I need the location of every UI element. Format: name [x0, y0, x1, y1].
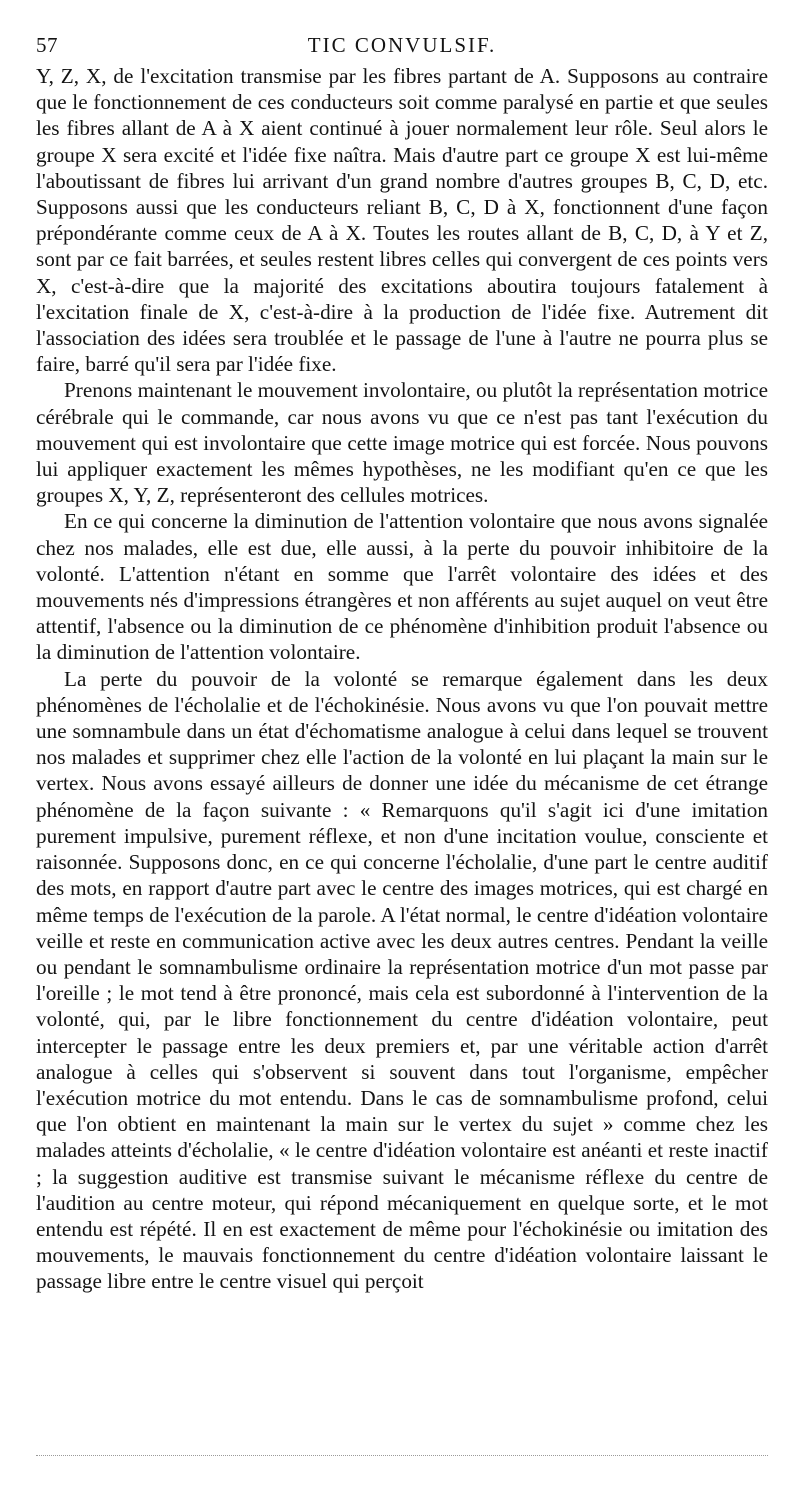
paragraph-4: La perte du pouvoir de la volonté se remarque également dans les deux phénomènes de l'écholalie et de l'échokinésie. Nous avons vu que l'on pouvait mettre une somnambule dans un état d'échomatisme analogue à celui dans lequel se trouvent nos malades et supprimer chez elle l'action de la volonté en lui plaçant la main sur le vertex. Nous avons essayé ailleurs de donner une idée du mécanisme de cet étrange phénomène de la façon suivante : « Remarquons qu'il s'agit ici d'une imitation purement impulsive, purement réflexe, et non d'une incitation voulue, consciente et raisonnée. Supposons donc, en ce qui concerne l'écholalie, d'une part le centre auditif des mots, en rapport d'autre part avec le centre des images motrices, qui est chargé en même temps de l'exécution de la parole. A l'état normal, le centre d'idéation volontaire veille et reste en communication active avec les deux autres centres. Pendant la veille ou pendant le somnambulisme ordinaire la représentation motrice d'un mot passe par l'oreille ; le mot tend à être prononcé, mais cela est subordonné à l'intervention de la volonté, qui, par le libre fonctionnement du centre d'idéation volontaire, peut intercepter le passage entre les deux premiers et, par une véritable action d'arrêt analogue à celles qui s'observent si souvent dans tout l'organisme, empêcher l'exécution motrice du mot entendu. Dans le cas de somnambulisme profond, celui que l'on obtient en maintenant la main sur le vertex du sujet » comme chez les malades atteints d'écholalie, « le centre d'idéation volontaire est anéanti et reste inactif ; la suggestion auditive est transmise suivant le mécanisme réflexe du centre de l'audition au centre moteur, qui répond mécaniquement en quelque sorte, et le mot entendu est répété. Il en est exactement de même pour l'échokinésie ou imitation des mouvements, le mauvais fonctionnement du centre d'idéation volontaire laissant le passage libre entre le centre visuel qui perçoit	[36, 666, 768, 1294]
body-text	[36, 63, 768, 1295]
running-title: TIC CONVULSIF.	[307, 33, 497, 57]
paragraph-3: En ce qui concerne la diminution de l'attention volontaire que nous avons signalée chez nos malades, elle est due, elle aussi, à la perte du pouvoir inhibitoire de la volonté. L'attention n'étant en somme que l'arrêt volontaire des idées et des mouvements nés d'impressions étrangères et non afférents au sujet auquel on veut être attentif, l'absence ou la diminution de ce phénomène d'inhibition produit l'absence ou la diminution de l'attention volontaire.	[36, 509, 768, 665]
page-number: 57	[36, 33, 58, 57]
page-header	[36, 30, 768, 60]
paragraph-1: Y, Z, X, de l'excitation transmise par les fibres partant de A. Supposons au contraire que le fonctionnement de ces conducteurs soit comme paralysé en partie et que seules les fibres allant de A à X aient continué à jouer normalement leur rôle. Seul alors le groupe X sera excité et l'idée fixe naîtra. Mais d'autre part ce groupe X est lui-même l'aboutissant de fibres lui arrivant d'un grand nombre d'autres groupes B, C, D, etc. Supposons aussi que les conducteurs reliant B, C, D à X, fonctionnent d'une façon prépondérante comme ceux de A à X. Toutes les routes allant de B, C, D, à Y et Z, sont par ce fait barrées, et seules restent libres celles qui convergent de ces points vers X, c'est-à-dire que la majorité des excitations aboutira toujours fatalement à l'excitation finale de X, c'est-à-dire à la production de l'idée fixe. Autrement dit l'association des idées sera troublée et le passage de l'une à l'autre ne pourra plus se faire, barré qu'il sera par l'idée fixe.	[36, 64, 768, 377]
paragraph-2: Prenons maintenant le mouvement involontaire, ou plutôt la représentation motrice cérébrale qui le commande, car nous avons vu que ce n'est pas tant l'exécution du mouvement qui est involontaire que cette image motrice qui est forcée. Nous pouvons lui appliquer exactement les mêmes hypothèses, ne les modifiant qu'en ce que les groupes X, Y, Z, représenteront des cellules motrices.	[36, 378, 768, 508]
footer-dotted-rule	[36, 1455, 768, 1456]
